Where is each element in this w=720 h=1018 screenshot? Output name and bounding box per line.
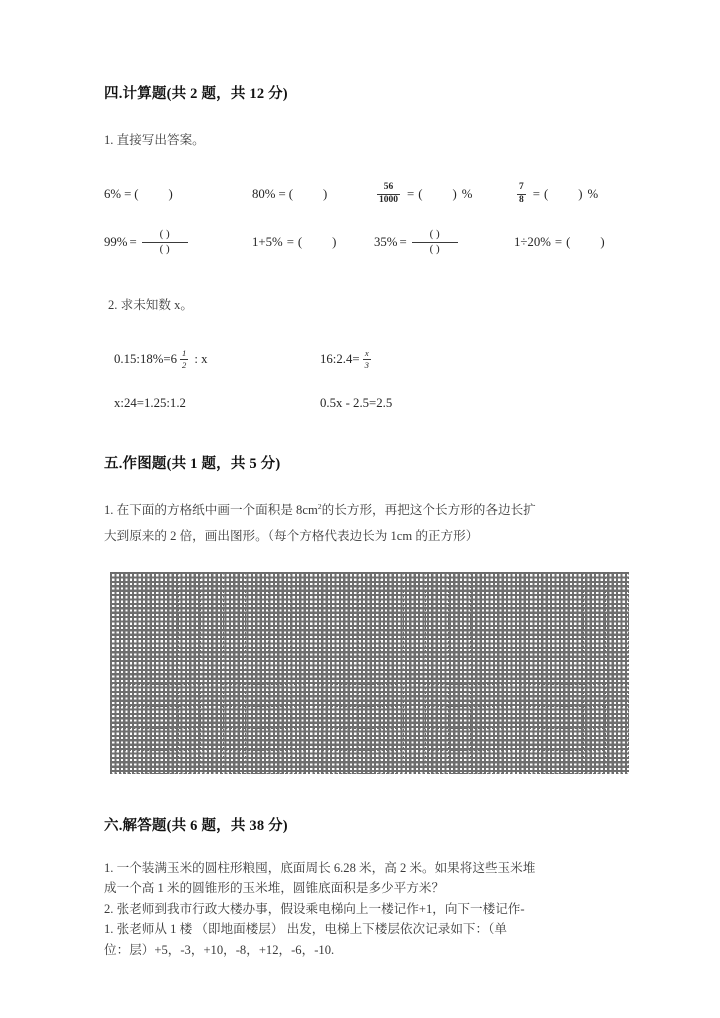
grid-horizontal-line xyxy=(110,750,629,751)
equation-row-2 xyxy=(104,392,632,414)
question-6-2-line3: 位：层）+5，-3，+10，-8，+12，-6，-10. xyxy=(104,942,335,957)
calc-answer-open: ( xyxy=(566,234,571,249)
calc-equals: = xyxy=(278,186,286,201)
question-6-2-line1: 2. 张老师到我市行政大楼办事，假设乘电梯向上一楼记作+1，向下一楼记作- xyxy=(104,901,525,916)
grid-vertical-line xyxy=(560,572,561,774)
grid-horizontal-line xyxy=(110,706,629,707)
grid-vertical-line xyxy=(268,572,269,774)
calc-equals: = xyxy=(407,186,415,201)
equation-rhs: : x xyxy=(194,351,208,366)
grid-vertical-line xyxy=(493,572,494,774)
fraction-numerator-blank: ( ) xyxy=(159,228,170,241)
question-4-1-prompt: 1. 直接写出答案。 xyxy=(104,133,205,148)
calc-equals: = xyxy=(532,186,540,201)
fraction-numerator: 56 xyxy=(383,181,394,192)
grid-horizontal-line xyxy=(110,639,629,640)
question-6-2 xyxy=(104,899,632,960)
fraction-denominator: 1000 xyxy=(379,194,398,205)
grid-horizontal-line xyxy=(110,661,629,662)
calc-answer-open: ( xyxy=(297,234,303,249)
grid-vertical-line xyxy=(448,572,449,774)
question-6-1-line2: 成一个高 1 米的圆锥形的玉米堆，圆锥底面积是多少平方米？ xyxy=(104,881,445,896)
grid-horizontal-line xyxy=(110,684,629,685)
question-5-1-prompt-line2 xyxy=(104,524,632,549)
calc-answer-close: ) xyxy=(168,186,173,201)
fraction-blank-answer[interactable] xyxy=(142,229,188,255)
grid-vertical-line xyxy=(155,572,156,774)
equation-row-1 xyxy=(104,346,632,372)
calc-lhs: 1+5% xyxy=(252,234,283,249)
square-superscript: 2 xyxy=(317,502,322,512)
section-six-heading: 六.解答题(共 6 题，共 38 分) xyxy=(104,817,288,834)
grid-vertical-line xyxy=(538,572,539,774)
fraction-denominator-blank: ( ) xyxy=(142,242,188,256)
grid-horizontal-line xyxy=(110,728,629,729)
fraction-numerator-blank: ( ) xyxy=(429,228,440,241)
grid-vertical-line xyxy=(470,572,471,774)
section-four-heading: 四.计算题(共 2 题，共 12 分) xyxy=(104,86,288,102)
calc-equals: = xyxy=(286,234,294,249)
calc-equals: = xyxy=(129,234,137,249)
prompt-line-1a: 1. 在下面的方格纸中画一个面积是 8cm xyxy=(104,503,318,518)
calc-answer-close: ) xyxy=(322,186,328,201)
calc-answer-open: ( xyxy=(543,186,549,201)
fraction-numerator: 1 xyxy=(182,347,187,358)
calc-answer-open: ( xyxy=(134,186,139,201)
equation-x-24 xyxy=(114,396,320,411)
question-6-1-line1: 1. 一个装满玉米的圆柱形粮囤，底面周长 6.28 米，高 2 米。如果将这些玉米堆 xyxy=(104,861,536,876)
equation-lhs: 0.15:18%=6 xyxy=(114,351,178,366)
fraction-denominator-blank: ( ) xyxy=(412,242,458,256)
equation-0-5x xyxy=(320,396,392,411)
fraction-denominator: 8 xyxy=(519,194,524,205)
arithmetic-row-1 xyxy=(104,182,632,206)
grid-vertical-line xyxy=(358,572,359,774)
graph-paper-grid[interactable] xyxy=(110,572,629,774)
section-five-heading: 五.作图题(共 1 题，共 5 分) xyxy=(104,456,281,473)
equation-lhs: 16:2.4= xyxy=(320,351,360,366)
equation-0-15-18-percent xyxy=(114,349,320,370)
grid-horizontal-line xyxy=(110,617,629,618)
calc-item-99-percent xyxy=(104,229,252,255)
grid-vertical-line xyxy=(515,572,516,774)
calc-item-56-over-1000 xyxy=(374,183,514,206)
grid-vertical-line xyxy=(425,572,426,774)
equation-text: 0.5x - 2.5=2.5 xyxy=(320,395,393,410)
graph-paper-wrapper xyxy=(104,572,632,774)
calc-item-1-div-20-percent xyxy=(514,235,605,250)
equation-16-2-4 xyxy=(320,349,374,370)
calc-answer-open: ( xyxy=(418,186,423,201)
equation-text: x:24=1.25:1.2 xyxy=(114,395,186,410)
calc-answer-close: ) xyxy=(452,186,457,201)
grid-vertical-line xyxy=(110,572,111,774)
calc-equals: = xyxy=(399,234,407,249)
calc-answer-close: ) xyxy=(332,234,337,249)
grid-horizontal-line xyxy=(110,594,629,595)
question-4-2-prompt: 2. 求未知数 x。 xyxy=(108,298,194,313)
fraction-blank-answer[interactable] xyxy=(412,229,458,255)
grid-vertical-line xyxy=(223,572,224,774)
grid-vertical-line xyxy=(178,572,179,774)
calc-suffix-percent: % xyxy=(461,186,473,201)
calc-answer-close: ) xyxy=(600,234,605,249)
grid-vertical-line xyxy=(133,572,134,774)
calc-item-6-percent xyxy=(104,187,252,202)
grid-vertical-line xyxy=(245,572,246,774)
grid-vertical-line xyxy=(403,572,404,774)
calc-equals: = xyxy=(124,186,132,201)
grid-vertical-line xyxy=(583,572,584,774)
calc-lhs: 99% xyxy=(104,234,128,249)
fraction-numerator: x xyxy=(364,347,369,358)
calc-suffix-percent: % xyxy=(587,186,599,201)
grid-vertical-line xyxy=(628,572,629,774)
calc-item-35-percent xyxy=(374,229,514,255)
question-6-1 xyxy=(104,858,632,899)
question-6-2-line2: 1. 张老师从 1 楼 （即地面楼层） 出发，电梯上下楼层依次记录如下：（单 xyxy=(104,922,507,937)
calc-answer-open: ( xyxy=(288,186,293,201)
calc-lhs: 80% xyxy=(252,186,276,201)
calc-lhs: 35% xyxy=(374,234,398,249)
fraction-denominator: 2 xyxy=(182,359,187,370)
calc-lhs: 6% xyxy=(104,186,122,201)
grid-vertical-line xyxy=(335,572,336,774)
calc-item-80-percent xyxy=(252,187,374,202)
fraction-x-over-3 xyxy=(363,349,371,370)
question-5-1-prompt xyxy=(104,498,632,523)
prompt-line-2: 大到原来的 2 倍，画出图形。（每个方格代表边长为 1cm 的正方形） xyxy=(104,528,479,543)
prompt-line-1b: 的长方形，再把这个长方形的各边长扩 xyxy=(321,503,536,518)
grid-vertical-line xyxy=(200,572,201,774)
calc-lhs: 1÷20% xyxy=(514,234,551,249)
calc-item-1-plus-5-percent xyxy=(252,235,374,250)
calc-answer-close: ) xyxy=(578,186,583,201)
grid-vertical-line xyxy=(605,572,606,774)
grid-horizontal-line xyxy=(110,572,629,573)
fraction-one-half xyxy=(180,349,188,370)
arithmetic-row-2 xyxy=(104,228,632,256)
page-content xyxy=(104,84,632,960)
fraction-denominator: 3 xyxy=(364,359,369,370)
fraction-56-1000 xyxy=(377,183,400,206)
calc-item-7-over-8 xyxy=(514,183,598,206)
grid-vertical-line xyxy=(380,572,381,774)
grid-vertical-line xyxy=(290,572,291,774)
grid-horizontal-line xyxy=(110,773,629,774)
fraction-numerator: 7 xyxy=(519,181,524,192)
calc-equals: = xyxy=(554,234,563,249)
grid-vertical-line xyxy=(313,572,314,774)
fraction-7-8 xyxy=(517,183,526,206)
